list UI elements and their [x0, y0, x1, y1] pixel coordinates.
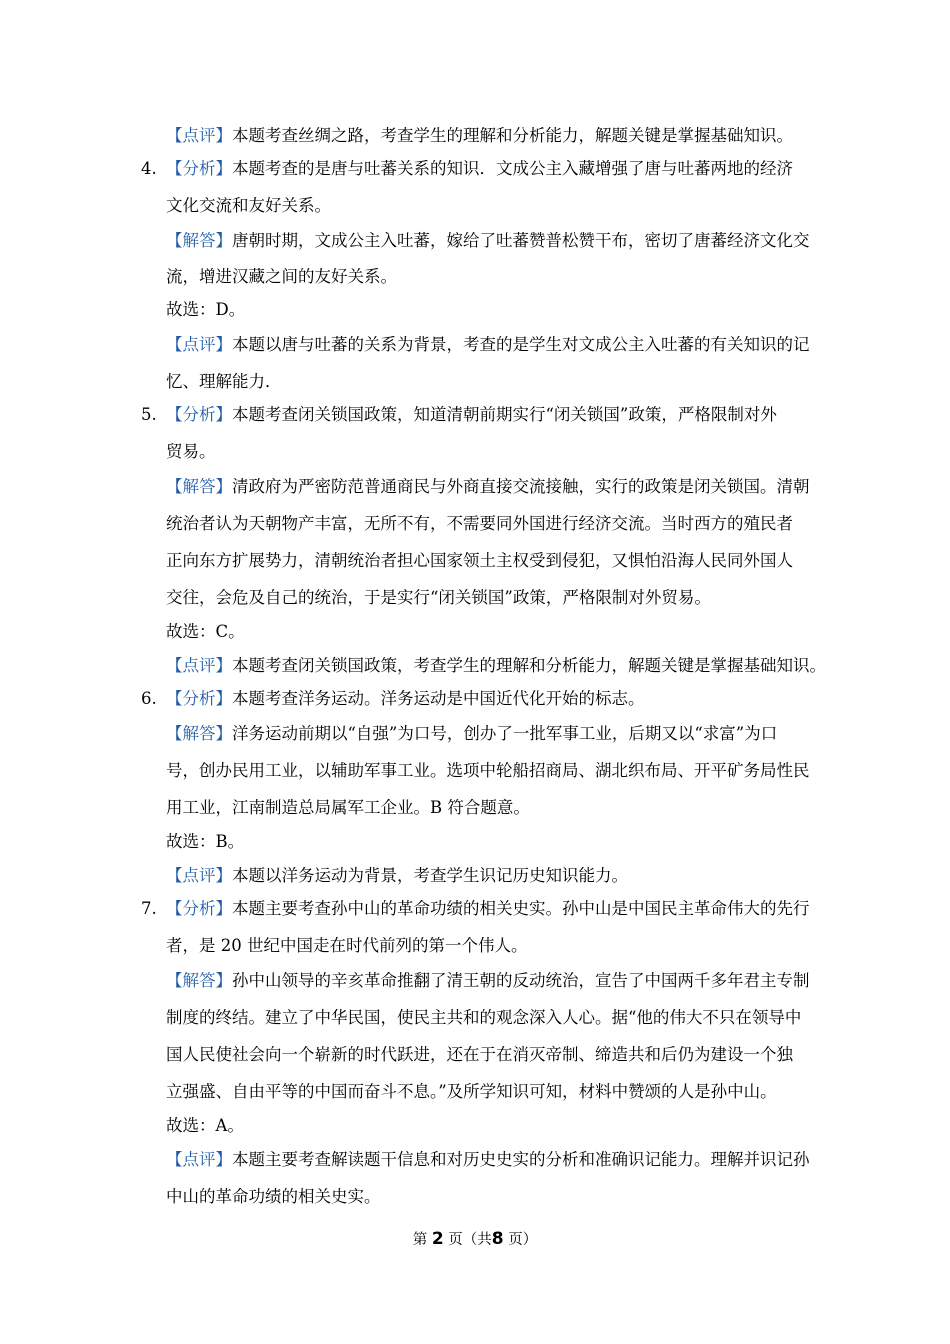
q7-jieda-line-3: 国人民使社会向一个崭新的时代跃进，还在于在消灭帝制、缔造共和后仍为建设一个独	[166, 1045, 793, 1064]
q3-dianping-text: 本题考查丝绸之路，考查学生的理解和分析能力，解题关键是掌握基础知识。	[232, 126, 793, 145]
q5-jieda-line-3: 正向东方扩展势力，清朝统治者担心国家领土主权受到侵犯，又惧怕沿海人民同外国人	[166, 551, 793, 570]
q7-dianping-text-1: 本题主要考查解读题干信息和对历史史实的分析和准确识记能力。理解并识记孙	[232, 1150, 810, 1169]
q7-fenxi-line-2: 者，是 20 世纪中国走在时代前列的第一个伟人。	[166, 936, 528, 955]
fenxi-tag: 【分析】	[166, 899, 232, 918]
dianping-tag: 【点评】	[166, 335, 232, 354]
footer-suffix: 页）	[508, 1232, 538, 1248]
q4-answer: 故选：D。	[166, 300, 246, 319]
jieda-tag: 【解答】	[166, 971, 232, 990]
dianping-tag: 【点评】	[166, 1150, 232, 1169]
q7-jieda-line-4: 立强盛、自由平等的中国而奋斗不息。”及所学知识可知，材料中赞颂的人是孙中山。	[166, 1082, 777, 1101]
q6-jieda-line-1	[166, 724, 777, 744]
q4-dianping-line-2: 忆、理解能力．	[166, 372, 282, 391]
q5-fenxi-line-2: 贸易。	[166, 442, 216, 461]
q7-jieda-text-1: 孙中山领导的辛亥革命推翻了清王朝的反动统治，宣告了中国两千多年君主专制	[232, 971, 810, 990]
q6-jieda-text-1: 洋务运动前期以“自强”为口号，创办了一批军事工业，后期又以“求富”为口	[232, 724, 778, 743]
q4-dianping-line-1	[166, 335, 810, 355]
dianping-tag: 【点评】	[166, 656, 232, 675]
q6-fenxi-line-1	[166, 689, 645, 709]
q5-jieda-line-1	[166, 477, 810, 497]
q6-jieda-line-2: 号，创办民用工业，以辅助军事工业。选项中轮船招商局、湖北织布局、开平矿务局性民	[166, 761, 810, 780]
q4-dianping-text-1: 本题以唐与吐蕃的关系为背景，考查的是学生对文成公主入吐蕃的有关知识的记	[232, 335, 810, 354]
q6-fenxi-text-1: 本题考查洋务运动。洋务运动是中国近代化开始的标志。	[232, 689, 645, 708]
q5-fenxi-line-1	[166, 405, 777, 425]
q7-fenxi-line-1	[166, 899, 810, 919]
q6-answer: 故选：B。	[166, 832, 245, 851]
q3-dianping-line	[166, 126, 793, 146]
fenxi-tag: 【分析】	[166, 689, 232, 708]
footer-page-number: 2	[431, 1229, 444, 1249]
q4-jieda-line-2: 流，增进汉藏之间的友好关系。	[166, 267, 397, 286]
q7-answer: 故选：A。	[166, 1116, 244, 1135]
q5-jieda-text-1: 清政府为严密防范普通商民与外商直接交流接触，实行的政策是闭关锁国。清朝	[232, 477, 810, 496]
q5-number: 5.	[141, 405, 157, 424]
q4-jieda-text-1: 唐朝时期，文成公主入吐蕃，嫁给了吐蕃赞普松赞干布，密切了唐蕃经济文化交	[232, 231, 810, 250]
jieda-tag: 【解答】	[166, 724, 232, 743]
fenxi-tag: 【分析】	[166, 159, 232, 178]
page-footer	[0, 1229, 950, 1250]
q5-answer: 故选：C。	[166, 622, 245, 641]
q5-fenxi-text-1: 本题考查闭关锁国政策，知道清朝前期实行“闭关锁国”政策，严格限制对外	[232, 405, 777, 424]
q5-jieda-line-2: 统治者认为天朝物产丰富，无所不有，不需要同外国进行经济交流。当时西方的殖民者	[166, 514, 793, 533]
q7-dianping-line-1	[166, 1150, 810, 1170]
fenxi-tag: 【分析】	[166, 405, 232, 424]
q7-fenxi-text-1: 本题主要考查孙中山的革命功绩的相关史实。孙中山是中国民主革命伟大的先行	[232, 899, 810, 918]
q7-jieda-line-2: 制度的终结。建立了中华民国，使民主共和的观念深入人心。据“他的伟大不只在领导中	[166, 1008, 802, 1027]
q4-jieda-line-1	[166, 231, 810, 251]
footer-total-pages: 8	[491, 1229, 504, 1249]
q5-jieda-line-4: 交往，会危及自己的统治，于是实行“闭关锁国”政策，严格限制对外贸易。	[166, 588, 711, 607]
q7-jieda-line-1	[166, 971, 810, 991]
q7-dianping-line-2: 中山的革命功绩的相关史实。	[166, 1187, 381, 1206]
q6-jieda-line-3: 用工业，江南制造总局属军工企业。B 符合题意。	[166, 798, 530, 817]
q4-fenxi-line-1	[166, 159, 793, 179]
q6-dianping-text-1: 本题以洋务运动为背景，考查学生识记历史知识能力。	[232, 866, 628, 885]
jieda-tag: 【解答】	[166, 477, 232, 496]
jieda-tag: 【解答】	[166, 231, 232, 250]
q7-number: 7.	[141, 899, 157, 918]
q4-fenxi-text-1: 本题考查的是唐与吐蕃关系的知识．文成公主入藏增强了唐与吐蕃两地的经济	[232, 159, 793, 178]
dianping-tag: 【点评】	[166, 126, 232, 145]
dianping-tag: 【点评】	[166, 866, 232, 885]
footer-prefix: 第	[412, 1232, 428, 1248]
q6-dianping-line-1	[166, 866, 628, 886]
q5-dianping-text-1: 本题考查闭关锁国政策，考查学生的理解和分析能力，解题关键是掌握基础知识。	[232, 656, 826, 675]
q6-number: 6.	[141, 689, 157, 708]
q4-fenxi-line-2: 文化交流和友好关系。	[166, 196, 331, 215]
footer-middle: 页（共	[448, 1232, 492, 1248]
q5-dianping-line-1	[166, 656, 826, 676]
q4-number: 4.	[141, 159, 157, 178]
